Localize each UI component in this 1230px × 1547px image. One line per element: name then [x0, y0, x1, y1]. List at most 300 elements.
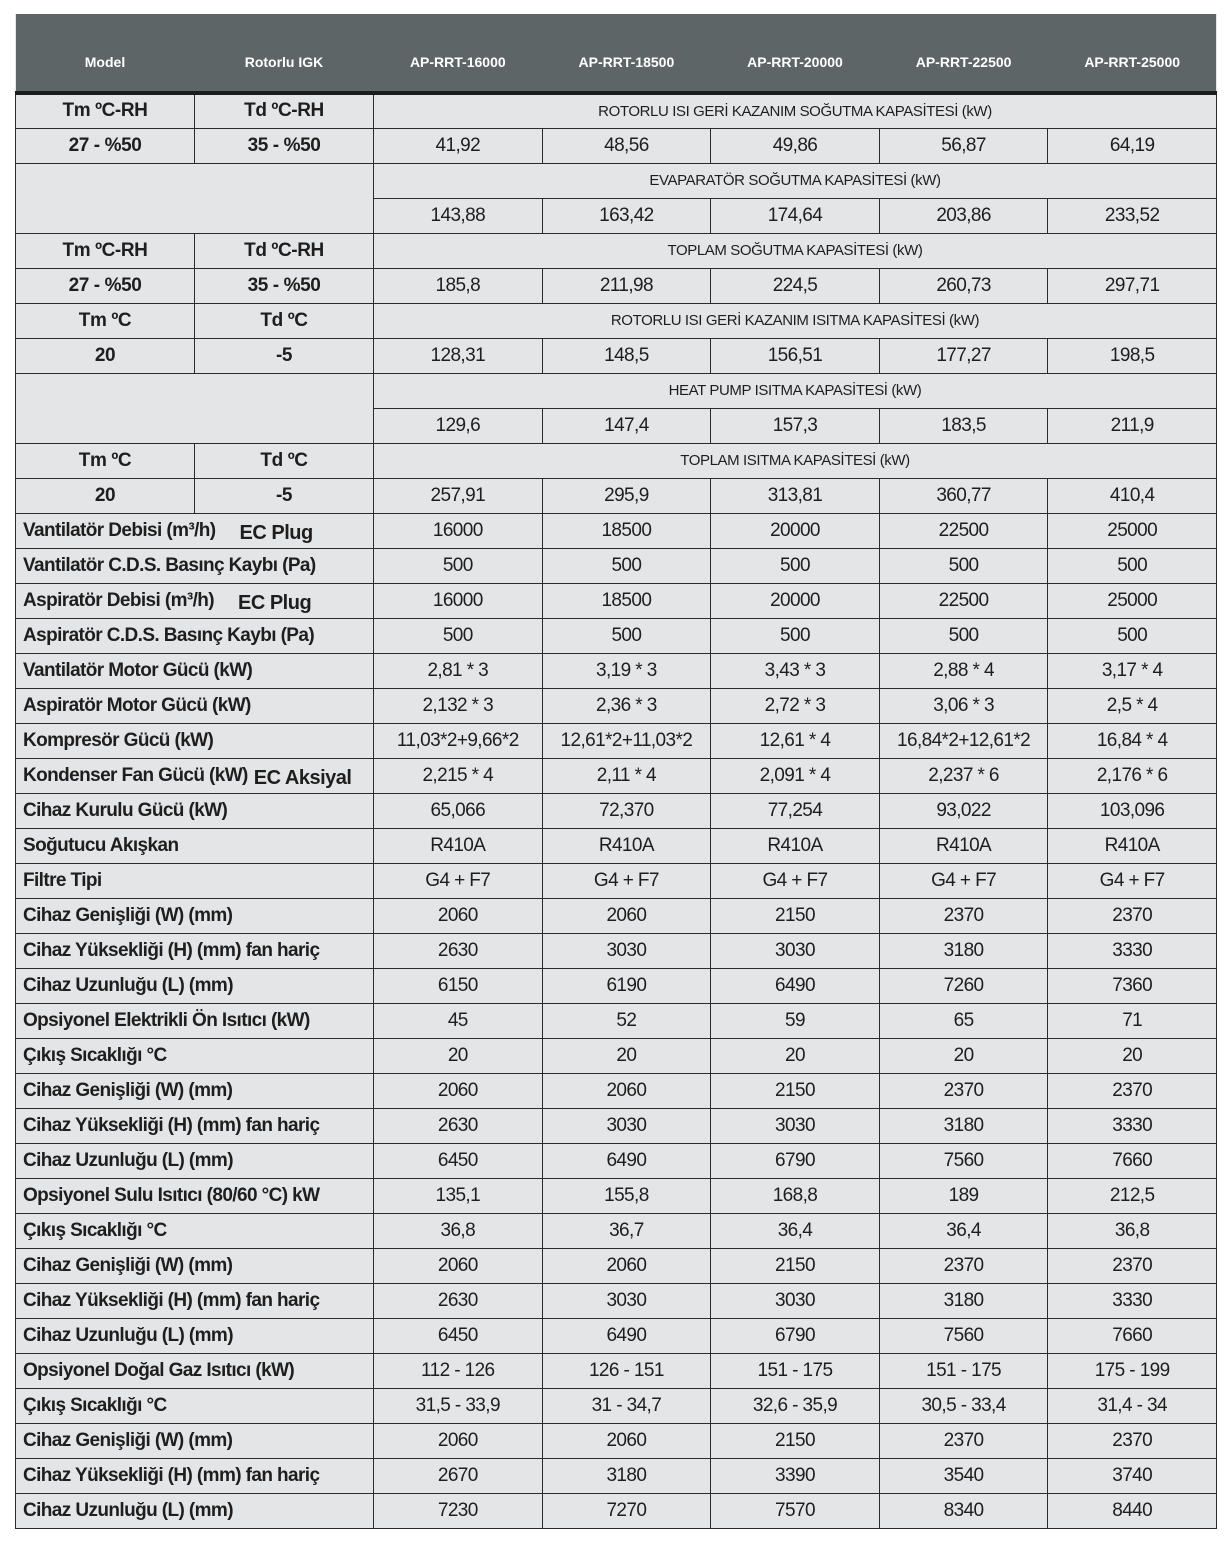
value-cell: 2,72 * 3 [711, 688, 880, 723]
cond-value-td: -5 [195, 338, 374, 373]
value-cell: 7660 [1048, 1143, 1217, 1178]
value-cell: 2,132 * 3 [374, 688, 543, 723]
value-cell: 6490 [711, 968, 880, 1003]
value-cell: 2370 [1048, 898, 1217, 933]
row-label-text: Cihaz Yüksekliği (H) (mm) fan hariç [23, 1114, 320, 1136]
row-label [16, 1318, 374, 1353]
value-cell: 7230 [374, 1493, 543, 1528]
value-cell: 151 - 175 [711, 1353, 880, 1388]
value-cell: 2630 [374, 933, 543, 968]
value-cell: 8340 [879, 1493, 1048, 1528]
row-label [16, 1493, 374, 1528]
row-label-text: Opsiyonel Sulu Isıtıcı (80/60 °C) kW [23, 1184, 320, 1206]
value-cell: R410A [1048, 828, 1217, 863]
row-label [16, 653, 374, 688]
value-cell: 31,5 - 33,9 [374, 1388, 543, 1423]
row-label [16, 933, 374, 968]
cond-label-tm: Tm ºC-RH [16, 233, 195, 268]
value-cell: 3180 [879, 933, 1048, 968]
value-cell: 7260 [879, 968, 1048, 1003]
value-cell: 20 [542, 1038, 711, 1073]
table-row [16, 1353, 1217, 1388]
row-label-text: Kompresör Gücü (kW) [23, 729, 214, 751]
row-label-text: Cihaz Kurulu Gücü (kW) [23, 799, 228, 821]
value-cell: 12,61 * 4 [711, 723, 880, 758]
section-title-rotor-cooling: ROTORLU ISI GERİ KAZANIM SOĞUTMA KAPASİTESİ (kW) [374, 93, 1217, 128]
value-cell: 6450 [374, 1143, 543, 1178]
value-cell: 3030 [542, 1283, 711, 1318]
table-row [16, 723, 1217, 758]
section-values-row [16, 478, 1217, 513]
value-cell: 3180 [879, 1108, 1048, 1143]
value-cell: 500 [1048, 618, 1217, 653]
value-cell: 3180 [542, 1458, 711, 1493]
value-cell: 36,8 [1048, 1213, 1217, 1248]
cond-value-tm: 20 [16, 478, 195, 513]
table-row [16, 1038, 1217, 1073]
table-row [16, 863, 1217, 898]
section-title-row [16, 163, 1217, 198]
value-cell: 500 [542, 548, 711, 583]
row-label [16, 1073, 374, 1108]
value-cell: 20 [879, 1038, 1048, 1073]
row-label-tag: EC Aksiyal [253, 767, 352, 789]
value-cell: 155,8 [542, 1178, 711, 1213]
cond-value-td: 35 - %50 [195, 268, 374, 303]
value-cell: 183,5 [879, 408, 1048, 443]
value-cell: 36,4 [711, 1213, 880, 1248]
row-label [16, 1353, 374, 1388]
table-row [16, 1178, 1217, 1213]
row-label-text: Opsiyonel Elektrikli Ön Isıtıcı (kW) [23, 1009, 310, 1031]
value-cell: 2,36 * 3 [542, 688, 711, 723]
value-cell: 31 - 34,7 [542, 1388, 711, 1423]
row-label [16, 723, 374, 758]
value-cell: 126 - 151 [542, 1353, 711, 1388]
value-cell: 185,8 [374, 268, 543, 303]
table-row [16, 1213, 1217, 1248]
value-cell: 7560 [879, 1143, 1048, 1178]
value-cell: 211,98 [542, 268, 711, 303]
row-label-text: Cihaz Yüksekliği (H) (mm) fan hariç [23, 1289, 320, 1311]
value-cell: 500 [374, 548, 543, 583]
row-label-text: Cihaz Uzunluğu (L) (mm) [23, 974, 233, 996]
value-cell: 3,17 * 4 [1048, 653, 1217, 688]
value-cell: 500 [711, 548, 880, 583]
value-cell: 48,56 [542, 128, 711, 163]
value-cell: 2370 [1048, 1248, 1217, 1283]
row-label [16, 1108, 374, 1143]
value-cell: 20 [374, 1038, 543, 1073]
value-cell: 3330 [1048, 1283, 1217, 1318]
value-cell: 7270 [542, 1493, 711, 1528]
value-cell: 2630 [374, 1108, 543, 1143]
section-values-row [16, 268, 1217, 303]
table-row [16, 583, 1217, 618]
value-cell: 36,8 [374, 1213, 543, 1248]
value-cell: 3030 [542, 1108, 711, 1143]
value-cell: 6790 [711, 1143, 880, 1178]
value-cell: 2370 [879, 1073, 1048, 1108]
table-row [16, 618, 1217, 653]
row-label-text: Vantilatör Motor Gücü (kW) [23, 659, 253, 681]
header-model-25000: AP-RRT-25000 [1048, 14, 1217, 93]
value-cell: 2370 [879, 1423, 1048, 1458]
value-cell: 260,73 [879, 268, 1048, 303]
value-cell: 2,091 * 4 [711, 758, 880, 793]
table-row [16, 1003, 1217, 1038]
row-label-text: Vantilatör C.D.S. Basınç Kaybı (Pa) [23, 554, 316, 576]
row-label [16, 583, 374, 618]
value-cell: 6150 [374, 968, 543, 1003]
value-cell: 20000 [711, 583, 880, 618]
table-row [16, 1423, 1217, 1458]
value-cell: 3180 [879, 1283, 1048, 1318]
table-row [16, 933, 1217, 968]
section-title-row [16, 93, 1217, 128]
row-label-text: Cihaz Genişliği (W) (mm) [23, 1429, 233, 1451]
value-cell: 2370 [879, 898, 1048, 933]
row-label-text: Vantilatör Debisi (m³/h) [23, 520, 216, 541]
value-cell: 65,066 [374, 793, 543, 828]
value-cell: 2,11 * 4 [542, 758, 711, 793]
header-model-16000: AP-RRT-16000 [374, 14, 543, 93]
value-cell: 257,91 [374, 478, 543, 513]
table-row [16, 793, 1217, 828]
value-cell: 18500 [542, 513, 711, 548]
row-label-text: Cihaz Uzunluğu (L) (mm) [23, 1149, 233, 1171]
table-row [16, 1458, 1217, 1493]
value-cell: 198,5 [1048, 338, 1217, 373]
row-label-text: Filtre Tipi [23, 869, 102, 891]
value-cell: 45 [374, 1003, 543, 1038]
value-cell: 3,43 * 3 [711, 653, 880, 688]
value-cell: 3030 [711, 1283, 880, 1318]
value-cell: 71 [1048, 1003, 1217, 1038]
value-cell: 112 - 126 [374, 1353, 543, 1388]
value-cell: 7660 [1048, 1318, 1217, 1353]
value-cell: 20 [1048, 1038, 1217, 1073]
header-row [16, 14, 1217, 93]
header-model-20000: AP-RRT-20000 [711, 14, 880, 93]
value-cell: 163,42 [542, 198, 711, 233]
value-cell: 22500 [879, 513, 1048, 548]
value-cell: 360,77 [879, 478, 1048, 513]
table-row [16, 758, 1217, 793]
row-label-tag: EC Plug [239, 522, 313, 544]
value-cell: 203,86 [879, 198, 1048, 233]
value-cell: 177,27 [879, 338, 1048, 373]
table-row [16, 1283, 1217, 1318]
cond-label-td: Td ºC-RH [195, 93, 374, 128]
section-title-row [16, 233, 1217, 268]
value-cell: 41,92 [374, 128, 543, 163]
value-cell: 22500 [879, 583, 1048, 618]
spec-table [15, 14, 1217, 1529]
row-label-text: Aspiratör C.D.S. Basınç Kaybı (Pa) [23, 624, 315, 646]
value-cell: 2370 [1048, 1073, 1217, 1108]
table-row [16, 1143, 1217, 1178]
value-cell: 2060 [374, 1248, 543, 1283]
value-cell: 2630 [374, 1283, 543, 1318]
row-label [16, 1458, 374, 1493]
section-title-row [16, 443, 1217, 478]
value-cell: 8440 [1048, 1493, 1217, 1528]
row-label [16, 688, 374, 723]
row-label [16, 758, 374, 793]
row-label [16, 1283, 374, 1318]
value-cell: 103,096 [1048, 793, 1217, 828]
row-label-text: Cihaz Genişliği (W) (mm) [23, 904, 233, 926]
value-cell: R410A [374, 828, 543, 863]
row-label-text: Cihaz Uzunluğu (L) (mm) [23, 1499, 233, 1521]
row-label [16, 1003, 374, 1038]
table-row [16, 513, 1217, 548]
table-row [16, 1248, 1217, 1283]
table-row [16, 968, 1217, 1003]
cond-value-tm: 27 - %50 [16, 268, 195, 303]
cond-label-td: Td ºC-RH [195, 233, 374, 268]
row-label [16, 968, 374, 1003]
header-model-22500: AP-RRT-22500 [879, 14, 1048, 93]
row-label-text: Çıkış Sıcaklığı °C [23, 1219, 167, 1241]
value-cell: 25000 [1048, 583, 1217, 618]
value-cell: 36,7 [542, 1213, 711, 1248]
value-cell: 2060 [542, 1423, 711, 1458]
row-label-text: Soğutucu Akışkan [23, 834, 179, 856]
table-row [16, 653, 1217, 688]
value-cell: 2370 [879, 1248, 1048, 1283]
value-cell: 18500 [542, 583, 711, 618]
value-cell: 410,4 [1048, 478, 1217, 513]
value-cell: 2,215 * 4 [374, 758, 543, 793]
row-label-tag: EC Plug [238, 592, 312, 614]
table-row [16, 1318, 1217, 1353]
value-cell: 12,61*2+11,03*2 [542, 723, 711, 758]
value-cell: 2150 [711, 1248, 880, 1283]
value-cell: 156,51 [711, 338, 880, 373]
row-label [16, 1388, 374, 1423]
value-cell: 2150 [711, 898, 880, 933]
value-cell: 148,5 [542, 338, 711, 373]
value-cell: 7560 [879, 1318, 1048, 1353]
header-model-18500: AP-RRT-18500 [542, 14, 711, 93]
blank-cell [16, 163, 374, 233]
cond-value-tm: 27 - %50 [16, 128, 195, 163]
value-cell: 175 - 199 [1048, 1353, 1217, 1388]
row-label [16, 828, 374, 863]
value-cell: 7360 [1048, 968, 1217, 1003]
value-cell: 6790 [711, 1318, 880, 1353]
value-cell: 59 [711, 1003, 880, 1038]
row-label-text: Cihaz Yüksekliği (H) (mm) fan hariç [23, 1464, 320, 1486]
value-cell: G4 + F7 [879, 863, 1048, 898]
row-label-text: Cihaz Genişliği (W) (mm) [23, 1254, 233, 1276]
spec-sheet [15, 14, 1216, 1529]
value-cell: G4 + F7 [542, 863, 711, 898]
row-label [16, 1178, 374, 1213]
row-label [16, 1038, 374, 1073]
row-label-text: Cihaz Genişliği (W) (mm) [23, 1079, 233, 1101]
value-cell: 77,254 [711, 793, 880, 828]
section-title-row [16, 303, 1217, 338]
row-label-text: Opsiyonel Doğal Gaz Isıtıcı (kW) [23, 1359, 295, 1381]
value-cell: 500 [374, 618, 543, 653]
table-row [16, 1493, 1217, 1528]
value-cell: 30,5 - 33,4 [879, 1388, 1048, 1423]
row-label-text: Çıkış Sıcaklığı °C [23, 1044, 167, 1066]
value-cell: 500 [879, 548, 1048, 583]
value-cell: 65 [879, 1003, 1048, 1038]
row-label [16, 1143, 374, 1178]
section-title-heat-pump-heating: HEAT PUMP ISITMA KAPASİTESİ (kW) [374, 373, 1217, 408]
value-cell: 2060 [542, 898, 711, 933]
cond-label-td: Td ºC [195, 303, 374, 338]
row-label-text: Çıkış Sıcaklığı °C [23, 1394, 167, 1416]
cond-value-tm: 20 [16, 338, 195, 373]
value-cell: 2060 [374, 1073, 543, 1108]
section-title-total-cooling: TOPLAM SOĞUTMA KAPASİTESİ (kW) [374, 233, 1217, 268]
value-cell: 224,5 [711, 268, 880, 303]
value-cell: 25000 [1048, 513, 1217, 548]
value-cell: 3330 [1048, 933, 1217, 968]
row-label-text: Kondenser Fan Gücü (kW) [23, 765, 248, 786]
value-cell: 16,84 * 4 [1048, 723, 1217, 758]
value-cell: 2,237 * 6 [879, 758, 1048, 793]
section-values-row [16, 338, 1217, 373]
row-label [16, 1248, 374, 1283]
cond-label-tm: Tm ºC [16, 303, 195, 338]
value-cell: 189 [879, 1178, 1048, 1213]
row-label [16, 898, 374, 933]
table-row [16, 548, 1217, 583]
table-row [16, 828, 1217, 863]
value-cell: 2,88 * 4 [879, 653, 1048, 688]
value-cell: 2,81 * 3 [374, 653, 543, 688]
table-row [16, 688, 1217, 723]
value-cell: 3030 [711, 1108, 880, 1143]
value-cell: 129,6 [374, 408, 543, 443]
value-cell: 3540 [879, 1458, 1048, 1493]
row-label-text: Cihaz Uzunluğu (L) (mm) [23, 1324, 233, 1346]
value-cell: 2060 [374, 1423, 543, 1458]
value-cell: 6190 [542, 968, 711, 1003]
table-row [16, 1388, 1217, 1423]
value-cell: 128,31 [374, 338, 543, 373]
value-cell: 135,1 [374, 1178, 543, 1213]
header-rotor-igk: Rotorlu IGK [195, 14, 374, 93]
row-label [16, 548, 374, 583]
value-cell: 3390 [711, 1458, 880, 1493]
spec-rows [16, 513, 1217, 1528]
value-cell: 3030 [711, 933, 880, 968]
header-model: Model [16, 14, 195, 93]
cond-label-tm: Tm ºC [16, 443, 195, 478]
value-cell: 233,52 [1048, 198, 1217, 233]
value-cell: 500 [1048, 548, 1217, 583]
section-title-row [16, 373, 1217, 408]
value-cell: 297,71 [1048, 268, 1217, 303]
value-cell: 147,4 [542, 408, 711, 443]
value-cell: 211,9 [1048, 408, 1217, 443]
value-cell: 168,8 [711, 1178, 880, 1213]
value-cell: 2060 [542, 1248, 711, 1283]
value-cell: R410A [879, 828, 1048, 863]
cond-label-td: Td ºC [195, 443, 374, 478]
value-cell: 174,64 [711, 198, 880, 233]
value-cell: 32,6 - 35,9 [711, 1388, 880, 1423]
value-cell: 3740 [1048, 1458, 1217, 1493]
row-label-text: Aspiratör Motor Gücü (kW) [23, 694, 251, 716]
value-cell: 313,81 [711, 478, 880, 513]
value-cell: 157,3 [711, 408, 880, 443]
value-cell: 2060 [374, 898, 543, 933]
value-cell: 31,4 - 34 [1048, 1388, 1217, 1423]
value-cell: 93,022 [879, 793, 1048, 828]
value-cell: 3330 [1048, 1108, 1217, 1143]
value-cell: 20000 [711, 513, 880, 548]
section-title-evaporator-cooling: EVAPARATÖR SOĞUTMA KAPASİTESİ (kW) [374, 163, 1217, 198]
value-cell: 143,88 [374, 198, 543, 233]
value-cell: 2,176 * 6 [1048, 758, 1217, 793]
value-cell: 56,87 [879, 128, 1048, 163]
value-cell: G4 + F7 [711, 863, 880, 898]
row-label [16, 863, 374, 898]
value-cell: 2370 [1048, 1423, 1217, 1458]
blank-cell [16, 373, 374, 443]
value-cell: R410A [711, 828, 880, 863]
section-title-rotor-heating: ROTORLU ISI GERİ KAZANIM ISITMA KAPASİTESİ (kW) [374, 303, 1217, 338]
table-row [16, 898, 1217, 933]
value-cell: 151 - 175 [879, 1353, 1048, 1388]
value-cell: 3030 [542, 933, 711, 968]
row-label [16, 513, 374, 548]
value-cell: 2150 [711, 1073, 880, 1108]
row-label [16, 1423, 374, 1458]
value-cell: 500 [711, 618, 880, 653]
value-cell: 6450 [374, 1318, 543, 1353]
value-cell: G4 + F7 [374, 863, 543, 898]
value-cell: 500 [879, 618, 1048, 653]
row-label-text: Aspiratör Debisi (m³/h) [23, 590, 214, 611]
value-cell: 2060 [542, 1073, 711, 1108]
value-cell: 7570 [711, 1493, 880, 1528]
value-cell: 2150 [711, 1423, 880, 1458]
value-cell: 52 [542, 1003, 711, 1038]
value-cell: 36,4 [879, 1213, 1048, 1248]
value-cell: 16,84*2+12,61*2 [879, 723, 1048, 758]
section-values-row [16, 128, 1217, 163]
value-cell: 16000 [374, 583, 543, 618]
value-cell: 20 [711, 1038, 880, 1073]
value-cell: 2670 [374, 1458, 543, 1493]
value-cell: 500 [542, 618, 711, 653]
value-cell: 295,9 [542, 478, 711, 513]
value-cell: 64,19 [1048, 128, 1217, 163]
row-label [16, 618, 374, 653]
table-row [16, 1073, 1217, 1108]
value-cell: 6490 [542, 1318, 711, 1353]
row-label [16, 1213, 374, 1248]
table-row [16, 1108, 1217, 1143]
value-cell: G4 + F7 [1048, 863, 1217, 898]
value-cell: 16000 [374, 513, 543, 548]
cond-value-td: -5 [195, 478, 374, 513]
value-cell: 49,86 [711, 128, 880, 163]
cond-label-tm: Tm ºC-RH [16, 93, 195, 128]
value-cell: 212,5 [1048, 1178, 1217, 1213]
row-label [16, 793, 374, 828]
